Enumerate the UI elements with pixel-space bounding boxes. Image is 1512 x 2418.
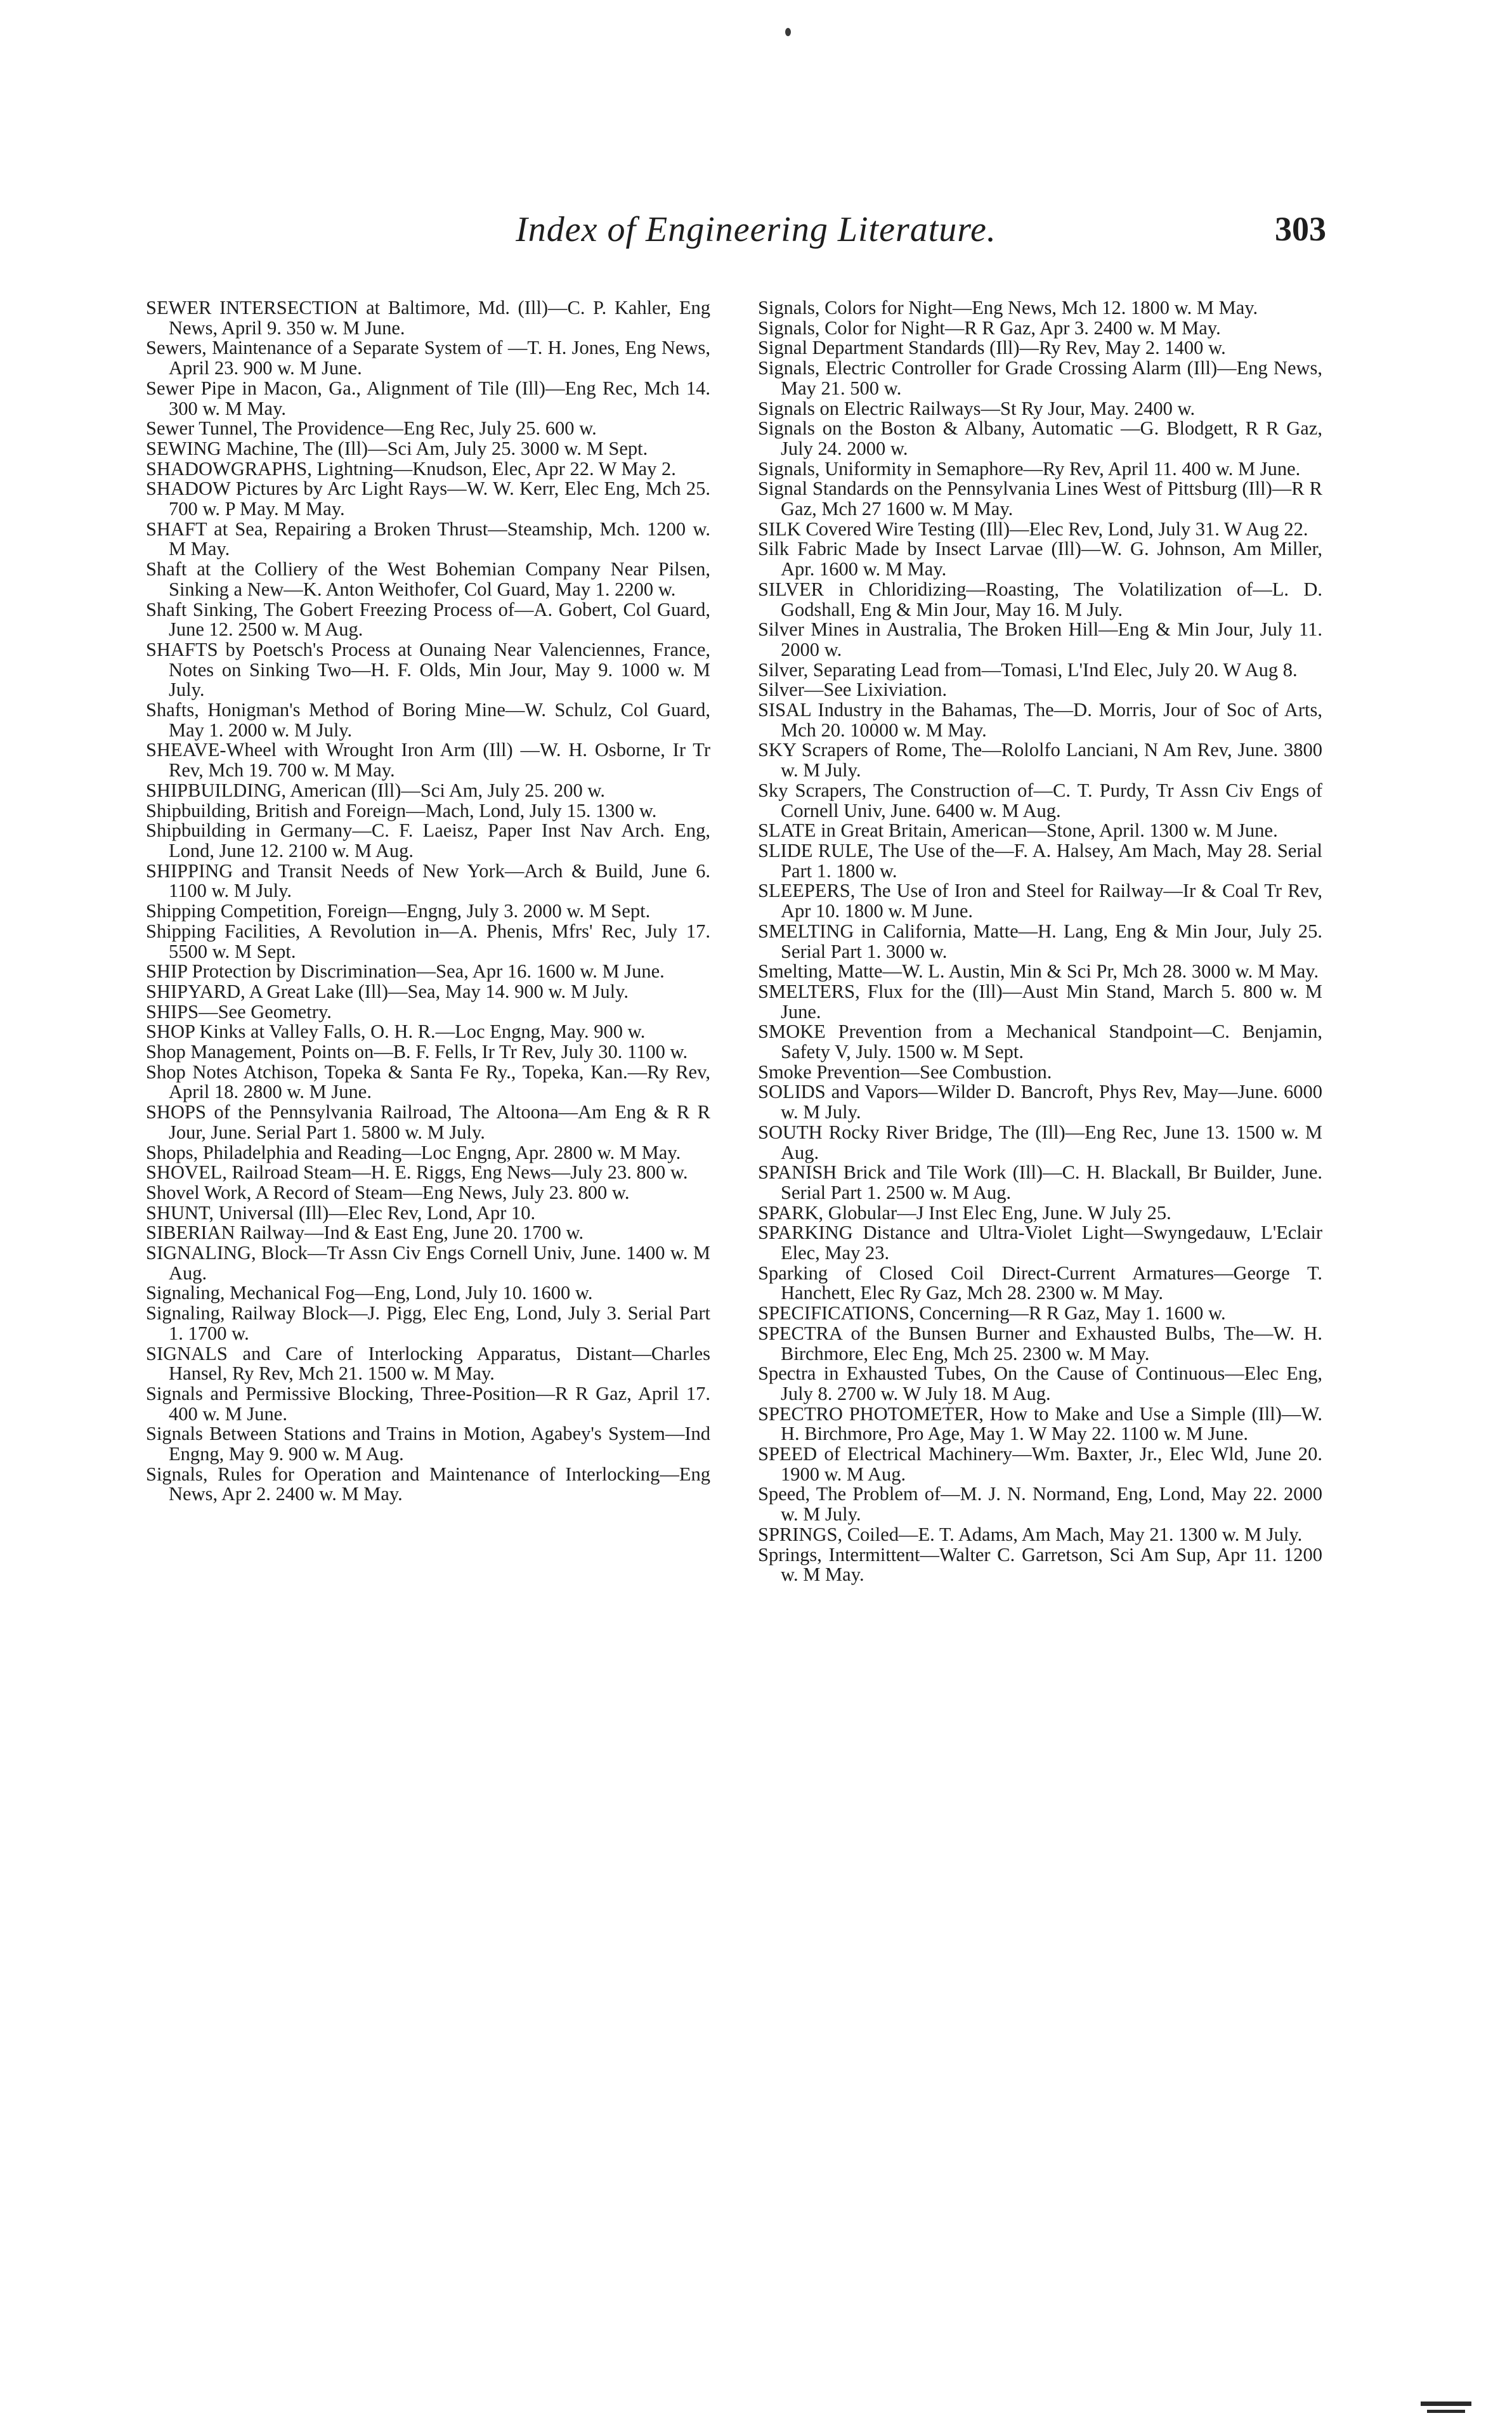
index-entry: SHOVEL, Railroad Steam—H. E. Riggs, Eng News—July 23. 800 w. <box>146 1161 688 1184</box>
index-entry: SMELTING in California, Matte—H. Lang, Eng & Min Jour, July 25. Serial Part 1. 3000 w. <box>758 920 1322 962</box>
index-entry: Speed, The Problem of—M. J. N. Normand, Eng, Lond, May 22. 2000 w. M July. <box>758 1483 1322 1526</box>
index-entry: SPARK, Globular—J Inst Elec Eng, June. W July 25. <box>758 1201 1171 1224</box>
index-entry: SHIPBUILDING, American (Ill)—Sci Am, July 25. 200 w. <box>146 779 606 801</box>
running-title: Index of Engineering Literature. <box>516 210 996 249</box>
index-entry: Signals, Rules for Operation and Maintenance of Interlocking—Eng News, Apr 2. 2400 w. M May. <box>146 1463 710 1505</box>
index-entry: SHADOW Pictures by Arc Light Rays—W. W. Kerr, Elec Eng, Mch 25. 700 w. P May. M May. <box>146 478 710 520</box>
index-entry: SMELTERS, Flux for the (Ill)—Aust Min Stand, March 5. 800 w. M June. <box>758 980 1322 1023</box>
index-entry: Silver, Separating Lead from—Tomasi, L'Ind Elec, July 20. W Aug 8. <box>758 658 1298 681</box>
index-entry: SPECIFICATIONS, Concerning—R R Gaz, May 1. 1600 w. <box>758 1302 1226 1324</box>
index-entry: Shipping Facilities, A Revolution in—A. Phenis, Mfrs' Rec, July 17. 5500 w. M Sept. <box>146 920 710 962</box>
index-entry: Sewer Pipe in Macon, Ga., Alignment of Tile (Ill)—Eng Rec, Mch 14. 300 w. M May. <box>146 377 710 419</box>
index-entry: SIGNALING, Block—Tr Assn Civ Engs Cornell Univ, June. 1400 w. M Aug. <box>146 1242 710 1284</box>
index-entry: Shaft at the Colliery of the West Bohemian Company Near Pilsen, Sinking a New—K. Anton Weithofer, Col Guard, May 1. 2200 w. <box>146 558 710 600</box>
index-entry: SHAFTS by Poetsch's Process at Ounaing Near Valenciennes, France, Notes on Sinking Two—H. F. Olds, Min Jour, May 9. 1000 w. M July. <box>146 638 710 701</box>
index-entry: SOLIDS and Vapors—Wilder D. Bancroft, Phys Rev, May—June. 6000 w. M July. <box>758 1081 1322 1123</box>
index-entry: Shovel Work, A Record of Steam—Eng News, July 23. 800 w. <box>146 1181 630 1203</box>
index-entry: SOUTH Rocky River Bridge, The (Ill)—Eng Rec, June 13. 1500 w. M Aug. <box>758 1121 1322 1163</box>
index-entry: Silver Mines in Australia, The Broken Hill—Eng & Min Jour, July 11. 2000 w. <box>758 618 1322 660</box>
index-entry: Sky Scrapers, The Construction of—C. T. Purdy, Tr Assn Civ Engs of Cornell Univ, June. 6400 w. M Aug. <box>758 779 1322 821</box>
index-entry: SPEED of Electrical Machinery—Wm. Baxter, Jr., Elec Wld, June 20. 1900 w. M Aug. <box>758 1443 1322 1485</box>
index-entry: SLIDE RULE, The Use of the—F. A. Halsey, Am Mach, May 28. Serial Part 1. 1800 w. <box>758 839 1322 882</box>
index-entry: Silver—See Lixiviation. <box>758 679 948 701</box>
left-column <box>146 298 710 2290</box>
index-entry: Sparking of Closed Coil Direct-Current Armatures—George T. Hanchett, Elec Ry Gaz, Mch 28. 2300 w. M May. <box>758 1262 1322 1304</box>
index-entry: Smelting, Matte—W. L. Austin, Min & Sci Pr, Mch 28. 3000 w. M May. <box>758 960 1319 983</box>
index-entry: SMOKE Prevention from a Mechanical Standpoint—C. Benjamin, Safety V, July. 1500 w. M Sept. <box>758 1021 1322 1063</box>
index-entry: Signal Standards on the Pennsylvania Lines West of Pittsburg (Ill)—R R Gaz, Mch 27 1600 w. M May. <box>758 478 1322 520</box>
index-entry: SHEAVE-Wheel with Wrought Iron Arm (Ill) —W. H. Osborne, Ir Tr Rev, Mch 19. 700 w. M May. <box>146 739 710 781</box>
index-entry: SHOPS of the Pennsylvania Railroad, The Altoona—Am Eng & R R Jour, June. Serial Part 1. 5800 w. M July. <box>146 1101 710 1143</box>
index-entry: Shafts, Honigman's Method of Boring Mine—W. Schulz, Col Guard, May 1. 2000 w. M July. <box>146 699 710 741</box>
index-entry: Shipping Competition, Foreign—Engng, July 3. 2000 w. M Sept. <box>146 900 651 922</box>
index-entry: SHIPYARD, A Great Lake (Ill)—Sea, May 14. 900 w. M July. <box>146 980 629 1002</box>
index-entry: SLATE in Great Britain, American—Stone, April. 1300 w. M June. <box>758 820 1278 842</box>
index-entry: SILVER in Chloridizing—Roasting, The Volatilization of—L. D. Godshall, Eng & Min Jour, May 16. M July. <box>758 578 1322 620</box>
index-entry: Signals and Permissive Blocking, Three-Position—R R Gaz, April 17. 400 w. M June. <box>146 1382 710 1425</box>
index-entry: SEWING Machine, The (Ill)—Sci Am, July 25. 3000 w. M Sept. <box>146 437 648 459</box>
index-entry: Signaling, Railway Block—J. Pigg, Elec Eng, Lond, July 3. Serial Part 1. 1700 w. <box>146 1302 710 1344</box>
index-entry: Shaft Sinking, The Gobert Freezing Process of—A. Gobert, Col Guard, June 12. 2500 w. M Aug. <box>146 598 710 641</box>
index-entry: Signaling, Mechanical Fog—Eng, Lond, July 10. 1600 w. <box>146 1282 593 1304</box>
index-entry: Signals, Uniformity in Semaphore—Ry Rev, April 11. 400 w. M June. <box>758 457 1301 480</box>
index-entry: Silk Fabric Made by Insect Larvae (Ill)—W. G. Johnson, Am Miller, Apr. 1600 w. M May. <box>758 538 1322 580</box>
index-entry: SHIPS—See Geometry. <box>146 1000 332 1023</box>
index-entry: SLEEPERS, The Use of Iron and Steel for Railway—Ir & Coal Tr Rev, Apr 10. 1800 w. M June. <box>758 880 1322 922</box>
corner-print-mark <box>1427 2410 1465 2413</box>
page-header <box>0 209 1512 260</box>
index-entry: Sewer Tunnel, The Providence—Eng Rec, July 25. 600 w. <box>146 417 597 440</box>
index-entry: SIBERIAN Railway—Ind & East Eng, June 20. 1700 w. <box>146 1222 584 1244</box>
index-entry: SHUNT, Universal (Ill)—Elec Rev, Lond, Apr 10. <box>146 1201 536 1224</box>
index-entry: Signals, Colors for Night—Eng News, Mch 12. 1800 w. M May. <box>758 298 1258 318</box>
index-entry: Shop Notes Atchison, Topeka & Santa Fe Ry., Topeka, Kan.—Ry Rev, April 18. 2800 w. M June. <box>146 1061 710 1103</box>
index-entry: Signals, Electric Controller for Grade Crossing Alarm (Ill)—Eng News, May 21. 500 w. <box>758 357 1322 399</box>
page-number: 303 <box>1275 210 1326 248</box>
index-entry: SPRINGS, Coiled—E. T. Adams, Am Mach, May 21. 1300 w. M July. <box>758 1523 1303 1545</box>
index-entry: SPECTRA of the Bunsen Burner and Exhausted Bulbs, The—W. H. Birchmore, Elec Eng, Mch 25. 2300 w. M May. <box>758 1322 1322 1364</box>
index-entry: SPECTRO PHOTOMETER, How to Make and Use a Simple (Ill)—W. H. Birchmore, Pro Age, May 1. W May 22. 1100 w. M June. <box>758 1402 1322 1445</box>
index-entry: Signals Between Stations and Trains in Motion, Agabey's System—Ind Engng, May 9. 900 w. M Aug. <box>146 1423 710 1465</box>
index-entry: Shipbuilding, British and Foreign—Mach, Lond, July 15. 1300 w. <box>146 799 657 821</box>
index-entry: SHAFT at Sea, Repairing a Broken Thrust—Steamship, Mch. 1200 w. M May. <box>146 518 710 560</box>
index-entry: SILK Covered Wire Testing (Ill)—Elec Rev, Lond, July 31. W Aug 22. <box>758 518 1308 540</box>
index-entry: Signals on Electric Railways—St Ry Jour, May. 2400 w. <box>758 397 1196 419</box>
index-entry: SIGNALS and Care of Interlocking Apparatus, Distant—Charles Hansel, Ry Rev, Mch 21. 1500 w. M May. <box>146 1342 710 1385</box>
index-entry: SPARKING Distance and Ultra-Violet Light—Swyngedauw, L'Eclair Elec, May 23. <box>758 1222 1322 1264</box>
index-entry: SHADOWGRAPHS, Lightning—Knudson, Elec, Apr 22. W May 2. <box>146 457 676 480</box>
index-entry: Signals on the Boston & Albany, Automatic —G. Blodgett, R R Gaz, July 24. 2000 w. <box>758 417 1322 459</box>
corner-print-mark <box>1421 2402 1471 2406</box>
index-entry: Shop Management, Points on—B. F. Fells, Ir Tr Rev, July 30. 1100 w. <box>146 1041 688 1063</box>
index-entry: Springs, Intermittent—Walter C. Garretson, Sci Am Sup, Apr 11. 1200 w. M May. <box>758 1543 1322 1586</box>
index-entry: SKY Scrapers of Rome, The—Rololfo Lanciani, N Am Rev, June. 3800 w. M July. <box>758 739 1322 781</box>
index-entry: Signals, Color for Night—R R Gaz, Apr 3. 2400 w. M May. <box>758 317 1221 339</box>
index-entry: SISAL Industry in the Bahamas, The—D. Morris, Jour of Soc of Arts, Mch 20. 10000 w. M May. <box>758 699 1322 741</box>
index-entry: SPANISH Brick and Tile Work (Ill)—C. H. Blackall, Br Builder, June. Serial Part 1. 2500 w. M Aug. <box>758 1161 1322 1203</box>
index-entry: Spectra in Exhausted Tubes, On the Cause of Continuous—Elec Eng, July 8. 2700 w. W July 18. M Aug. <box>758 1363 1322 1404</box>
index-entry: Signal Department Standards (Ill)—Ry Rev, May 2. 1400 w. <box>758 337 1226 359</box>
index-entry: Shipbuilding in Germany—C. F. Laeisz, Paper Inst Nav Arch. Eng, Lond, June 12. 2100 w. M Aug. <box>146 820 710 861</box>
right-column <box>758 298 1322 2290</box>
index-entry: Sewers, Maintenance of a Separate System of —T. H. Jones, Eng News, April 23. 900 w. M June. <box>146 337 710 379</box>
index-entry: SEWER INTERSECTION at Baltimore, Md. (Ill)—C. P. Kahler, Eng News, April 9. 350 w. M June. <box>146 298 710 339</box>
index-entry: Smoke Prevention—See Combustion. <box>758 1061 1052 1083</box>
index-entry: SHIP Protection by Discrimination—Sea, Apr 16. 1600 w. M June. <box>146 960 665 983</box>
index-entry: Shops, Philadelphia and Reading—Loc Engng, Apr. 2800 w. M May. <box>146 1141 681 1163</box>
index-entry: SHIPPING and Transit Needs of New York—Arch & Build, June 6. 1100 w. M July. <box>146 859 710 902</box>
index-entry: SHOP Kinks at Valley Falls, O. H. R.—Loc Engng, May. 900 w. <box>146 1021 646 1043</box>
print-speck <box>785 28 791 36</box>
